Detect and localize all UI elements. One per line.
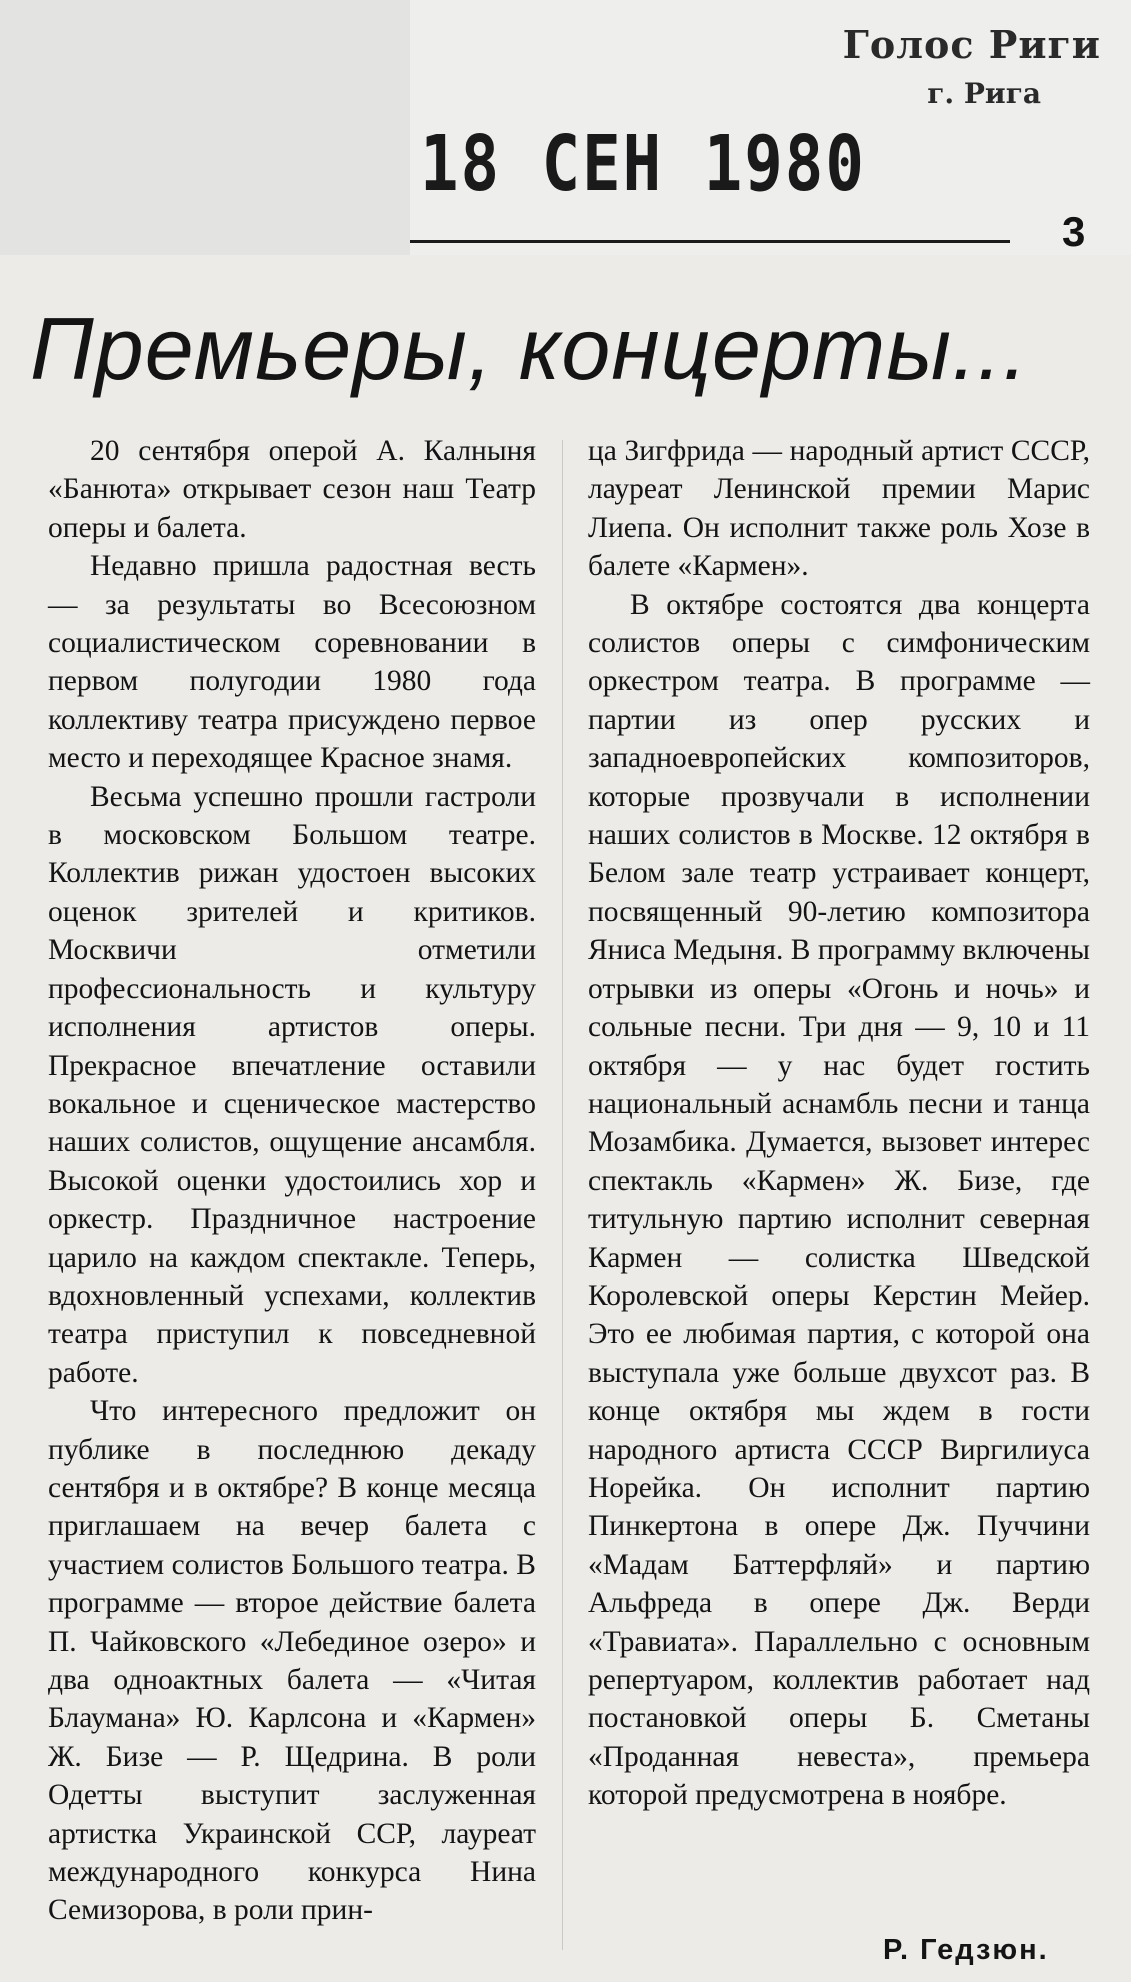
paragraph: Недавно пришла радостная весть — за результаты во Всесоюзном социалистическом соревновании в первом полугодии 1980 года коллективу театра присуждено первое место и переходящее Красное знамя. [48,550,536,775]
headline: Премьеры, концерты... [30,299,1029,398]
date-stamp: 18 СЕН 1980 [420,120,866,210]
paragraph: 20 сентября оперой А. Калныня «Банюта» открывает сезон наш Театр оперы и балета. [48,435,536,544]
column-divider [562,440,563,1950]
newspaper-city: г. Рига [927,77,1041,110]
header-rule [410,240,1010,243]
background-band [0,0,410,255]
paragraph: В октябре состоятся два концерта солистов оперы с симфоническим оркестром театра. В программе — партии из опер русских и западноевропейских композиторов, которые прозвучали в исполнении наших солистов в Москве. 12 октября в Белом зале театр устраивает концерт, посвященный 90-летию композитора Яниса Медыня. В программу включены отрывки из оперы «Огонь и ночь» и сольные песни. Три дня — 9, 10 и 11 октября — у нас будет гостить национальный аснамбль песни и танца Мозамбика. Думается, вызовет интерес спектакль «Кармен» Ж. Бизе, где титульную партию исполнит северная Кармен — солистка Шведской Королевской оперы Керстин Мейер. Это ее любимая партия, с которой она выступала уже больше двухсот раз. В конце октября мы ждем в гости народного артиста СССР Виргилиуса Норейка. Он исполнит партию Пинкертона в опере Дж. Пуччини «Мадам Баттерфляй» и партию Альфреда в опере Дж. Верди «Травиата». Параллельно с основным репертуаром, коллектив работает над постановкой оперы Б. Сметаны «Проданная невеста», премьера которой предусмотрена в ноябре. [588,588,1090,1812]
paragraph: Что интересного предложит он публике в последнюю декаду сентября и в октябре? В конце месяца приглашаем на вечер балета с участием солистов Большого театра. В программе — второе действие балета П. Чайковского «Лебединое озеро» и два одноактных балета — «Читая Блаумана» Ю. Карлсона и «Кармен» Ж. Бизе — Р. Щедрина. В роли Одетты выступит заслуженная артистка Украинской ССР, лауреат международного конкурса Нина Семизорова, в роли прин- [48,1395,536,1927]
newspaper-stamp [843,22,1101,110]
article-column-left [48,432,536,1930]
article-column-right [588,432,1090,1815]
newspaper-name: Голос Риги [842,22,1101,67]
author-signature: Р. Гедзюн. [883,1934,1049,1966]
page-number: 3 [1062,208,1086,255]
paragraph: ца Зигфрида — народный артист СССР, лауреат Ленинской премии Марис Лиепа. Он исполнит также роль Хозе в балете «Кармен». [588,435,1090,583]
paragraph: Весьма успешно прошли гастроли в московском Большом театре. Коллектив рижан удостоен высоких оценок зрителей и критиков. Москвичи отметили профессиональность и культуру исполнения артистов оперы. Прекрасное впечатление оставили вокальное и сценическое мастерство наших солистов, ощущение ансамбля. Высокой оценки удостоились хор и оркестр. Праздничное настроение царило на каждом спектакле. Теперь, вдохновленный успехами, коллектив театра приступил к повседневной работе. [48,780,536,1389]
